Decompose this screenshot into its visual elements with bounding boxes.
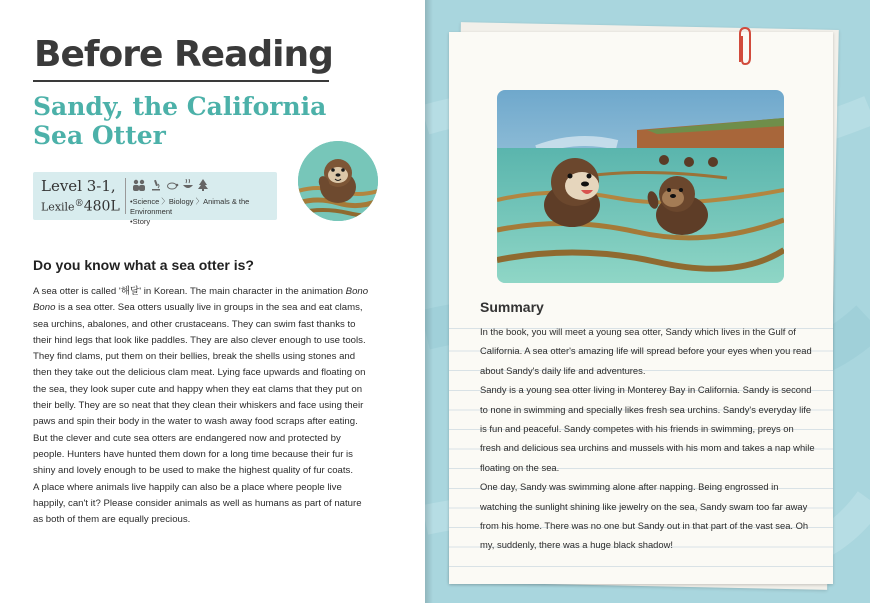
lexile-label (41, 198, 120, 215)
summary-title: Summary (480, 299, 544, 315)
otters-illustration (497, 90, 784, 283)
page-spine-shadow (425, 0, 433, 603)
bowl-icon (182, 179, 194, 194)
lexile-value: 480L (83, 198, 120, 215)
otter-thumbnail-image (298, 141, 378, 221)
level-label: Level 3-1, (41, 177, 116, 195)
paperclip-icon (734, 26, 754, 66)
book-title-line1: Sandy, the California (33, 92, 327, 121)
registered-mark: ® (74, 198, 84, 209)
summary-paragraph-1: In the book, you will meet a young sea otter, Sandy which lives in the Gulf of California. A sea otter's amazing life will spread before your eyes when you read about Sandy's daily life and adventures. (480, 326, 812, 376)
page-heading: Before Reading (34, 34, 333, 75)
people-icon (131, 179, 147, 194)
right-page (425, 0, 870, 603)
heading-underline (33, 80, 329, 82)
summary-paragraph-2: Sandy is a young sea otter living in Monterey Bay in California. Sandy is second to none in swimming and specially likes fresh sea urchins. Sandy's everyday life is fun and peaceful. Sandy competes with his friends in swimming, preys on fresh and delicious sea urchins and mussels with his mom and takes a nap while floating on the sea. (480, 384, 815, 473)
tree-icon (197, 179, 209, 194)
microscope-icon (150, 179, 162, 194)
lexile-prefix: Lexile (41, 200, 75, 214)
turtle-icon (165, 179, 179, 194)
summary-paragraph-3: One day, Sandy was swimming alone after napping. Being engrossed in watching the sunlight shining like jewelry on the sea, Sandy swam too far away from his home. There was no one but Sandy out in that part of the vast sea. Oh my, suddenly, there was a huge black shadow! (480, 481, 809, 551)
tags-line-2: •Story (130, 217, 151, 226)
tags-line-1: •Science 〉Biology 〉Animals & the Environment (130, 197, 250, 216)
subject-tags (130, 197, 277, 227)
level-divider (125, 178, 126, 214)
paragraph-1 (33, 284, 373, 431)
book-title (33, 92, 333, 150)
category-icons (131, 179, 209, 194)
left-page (0, 0, 425, 603)
section-question: Do you know what a sea otter is? (33, 257, 254, 273)
book-title-line2: Sea Otter (33, 121, 166, 150)
p1-text-b: is a sea otter. Sea otters usually live in groups in the sea and eat clams, sea urchins, abalones, and other crustaceans. They can swim fast thanks to their hind legs that look like paddles. They are also clever enough to use tools. They find clams, put them on their bellies, break the shells using stones and then they take out the delicious clam meat. Lying face upwards and floating on the sea, they look super cute and happy when they eat clams that they put on their belly. They are so neat that they clean their whiskers and face using their paws and spin their body in the water to wash away food scraps after eating. (33, 302, 366, 428)
p1-italic-title: Bono Bono (33, 286, 369, 314)
paragraph-3: A place where animals live happily can also be a place where people live happily, can't it? Please consider animals as well as humans as part of nature as both of them are equally precious. (33, 481, 362, 526)
level-info-box (33, 172, 277, 226)
paragraph-2: But the clever and cute sea otters are endangered now and protected by people. Hunters have hunted them down for a long time because their fur is shiny and lovely enough to be used to make the highest quality of fur coats. (33, 432, 353, 477)
intro-body-text (33, 284, 373, 528)
summary-body-text (480, 322, 816, 555)
p1-text-a: A sea otter is called '해달' in Korean. The main character in the animation (33, 286, 346, 297)
